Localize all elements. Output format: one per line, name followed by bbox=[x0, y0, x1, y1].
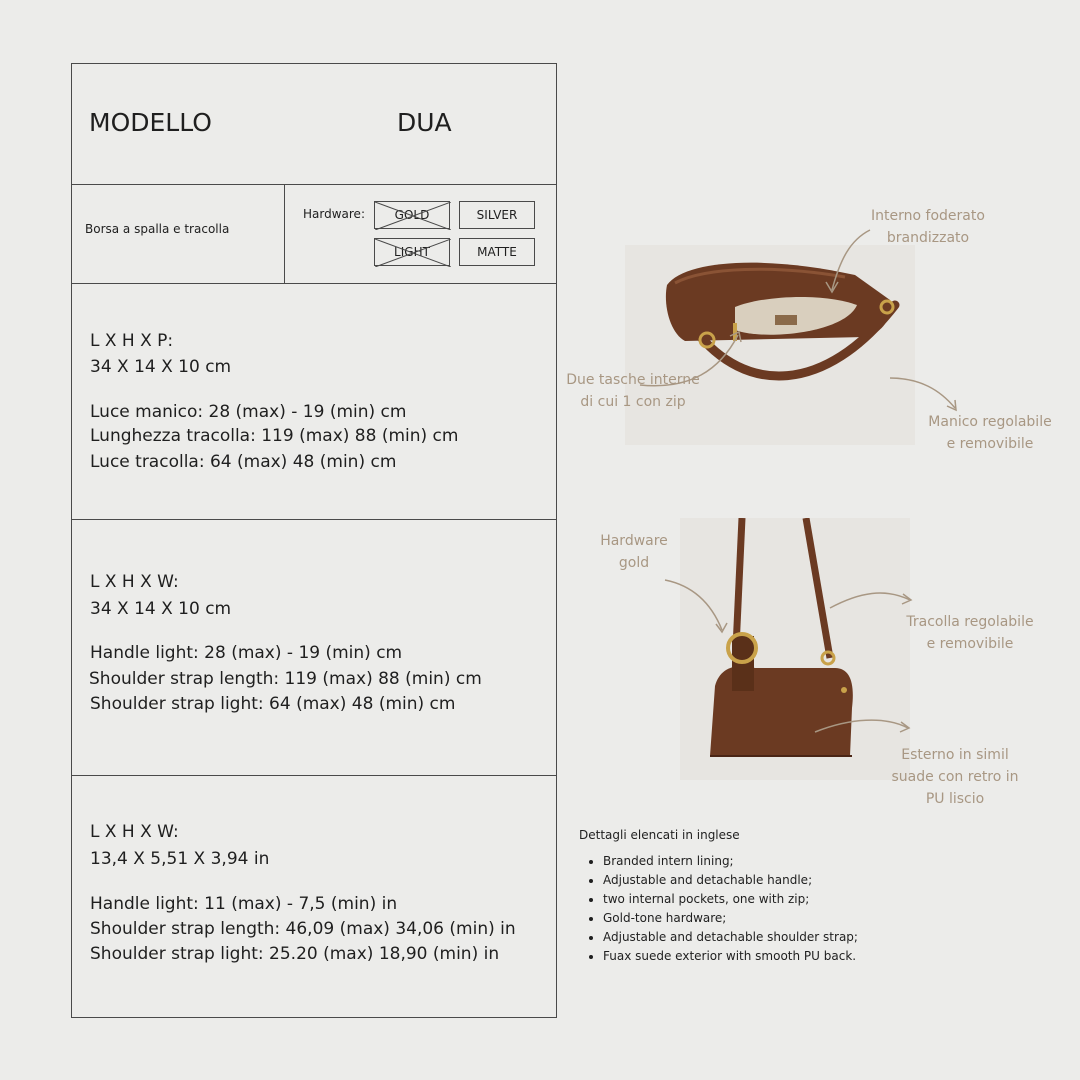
spec-line: Shoulder strap length: 46,09 (max) 34,06 (min) in bbox=[90, 919, 516, 939]
spec-line: Luce manico: 28 (max) - 19 (min) cm bbox=[90, 402, 407, 422]
dims-label: L X H X W: bbox=[90, 822, 179, 842]
arrow-handle bbox=[890, 378, 955, 408]
dims-value: 13,4 X 5,51 X 3,94 in bbox=[90, 849, 270, 869]
spec-line: Handle light: 11 (max) - 7,5 (min) in bbox=[90, 894, 398, 914]
dims-label: L X H X W: bbox=[90, 572, 179, 592]
annotation-strap: Tracolla regolabile e removibile bbox=[906, 614, 1034, 652]
spec-line: Luce tracolla: 64 (max) 48 (min) cm bbox=[90, 452, 397, 472]
annotation-exterior: Esterno in simil suade con retro in PU liscio bbox=[891, 747, 1019, 807]
arrow-hardware bbox=[665, 580, 722, 630]
spec-line: Handle light: 28 (max) - 19 (min) cm bbox=[90, 643, 403, 663]
list-item: • two internal pockets, one with zip; bbox=[603, 890, 858, 909]
description-text: Borsa a spalla e tracolla bbox=[85, 222, 230, 236]
dims-label: L X H X P: bbox=[90, 331, 174, 351]
dims-value: 34 X 14 X 10 cm bbox=[90, 357, 232, 377]
list-item: • Adjustable and detachable handle; bbox=[603, 871, 858, 890]
arrow-exterior bbox=[815, 720, 908, 732]
list-item: • Branded intern lining; bbox=[603, 852, 858, 871]
spec-line: Shoulder strap light: 64 (max) 48 (min) cm bbox=[90, 694, 456, 714]
annotation-hardware-gold: Hardware gold bbox=[600, 533, 668, 571]
list-item: • Fuax suede exterior with smooth PU back. bbox=[603, 947, 858, 966]
hardware-option-light: LIGHT bbox=[374, 238, 450, 266]
spec-line: Lunghezza tracolla: 119 (max) 88 (min) cm bbox=[90, 426, 459, 446]
dims-value: 34 X 14 X 10 cm bbox=[90, 599, 232, 619]
hardware-option-silver: SILVER bbox=[459, 201, 535, 229]
list-item: • Adjustable and detachable shoulder strap; bbox=[603, 928, 858, 947]
hardware-option-matte: MATTE bbox=[459, 238, 535, 266]
arrow-strap bbox=[830, 593, 910, 608]
list-item: • Gold-tone hardware; bbox=[603, 909, 858, 928]
hardware-label: Hardware: bbox=[303, 207, 365, 221]
spec-line: Shoulder strap length: 119 (max) 88 (min) cm bbox=[89, 669, 482, 689]
model-name: DUA bbox=[397, 108, 452, 137]
details-list bbox=[579, 852, 858, 966]
annotation-handle: Manico regolabile e removibile bbox=[928, 414, 1052, 452]
model-label: MODELLO bbox=[89, 108, 212, 137]
details-title: Dettagli elencati in inglese bbox=[579, 828, 740, 842]
annotation-lining: Interno foderato brandizzato bbox=[871, 208, 985, 246]
spec-line: Shoulder strap light: 25.20 (max) 18,90 (min) in bbox=[90, 944, 500, 964]
annotation-pockets: Due tasche interne di cui 1 con zip bbox=[566, 372, 700, 410]
hardware-option-gold: GOLD bbox=[374, 201, 450, 229]
